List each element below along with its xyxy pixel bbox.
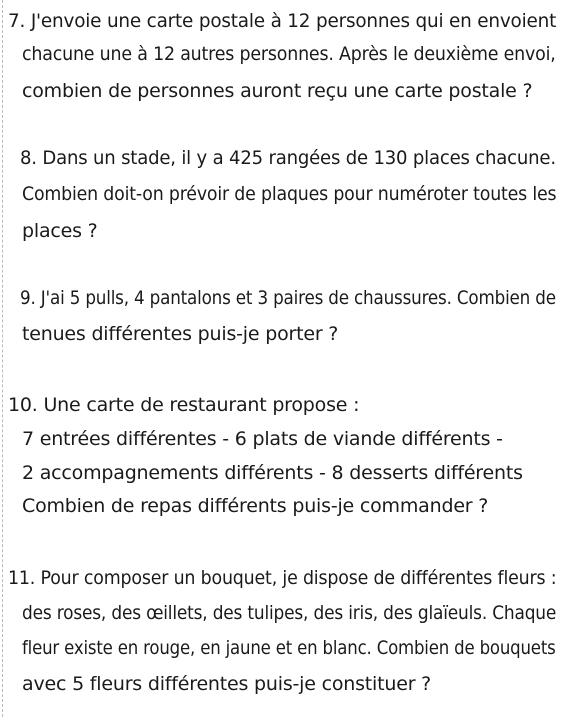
problem-7-line-1 [8,9,557,33]
problem-10-line-2: 7 entrées différentes - 6 plats de viande différents - [22,428,503,450]
problem-text: J'envoie une carte postale à 12 personnes qui en envoient [30,10,557,32]
page-margin-line [2,0,3,717]
problem-11-line-3: fleur existe en rouge, en jaune et en blanc. Combien de bouquets [22,637,556,659]
problem-11-line-4: avec 5 fleurs différentes puis-je constituer ? [22,673,432,695]
problem-7-line-3: combien de personnes auront reçu une carte postale ? [22,80,533,102]
problem-8-line-2: Combien doit-on prévoir de plaques pour numéroter toutes les [22,183,557,205]
problem-10-line-1 [8,393,359,417]
problem-text: Une carte de restaurant propose : [43,394,360,416]
problem-number: 10. [8,394,38,416]
problem-number: 7. [8,10,26,32]
problem-number: 9. [20,287,36,309]
problem-number: 8. [20,147,37,169]
problem-10-line-3: 2 accompagnements différents - 8 desserts différents [22,462,523,484]
problem-9-line-2: tenues différentes puis-je porter ? [22,323,339,345]
problem-9-line-1 [20,286,556,310]
problem-8-line-1 [20,146,556,170]
problem-text: J'ai 5 pulls, 4 pantalons et 3 paires de chaussures. Combien de [40,287,556,309]
problem-11-line-1 [8,566,556,590]
problem-text: Dans un stade, il y a 425 rangées de 130 places chacune. [42,147,556,169]
problem-number: 11. [8,567,36,589]
problem-11-line-2: des roses, des œillets, des tulipes, des iris, des glaïeuls. Chaque [22,602,557,624]
problem-10-line-4: Combien de repas différents puis-je commander ? [22,495,489,517]
problem-text: Pour composer un bouquet, je dispose de différentes fleurs : [40,567,557,589]
problem-7-line-2: chacune une à 12 autres personnes. Après le deuxième envoi, [22,43,556,65]
problem-8-line-3: places ? [22,220,98,242]
